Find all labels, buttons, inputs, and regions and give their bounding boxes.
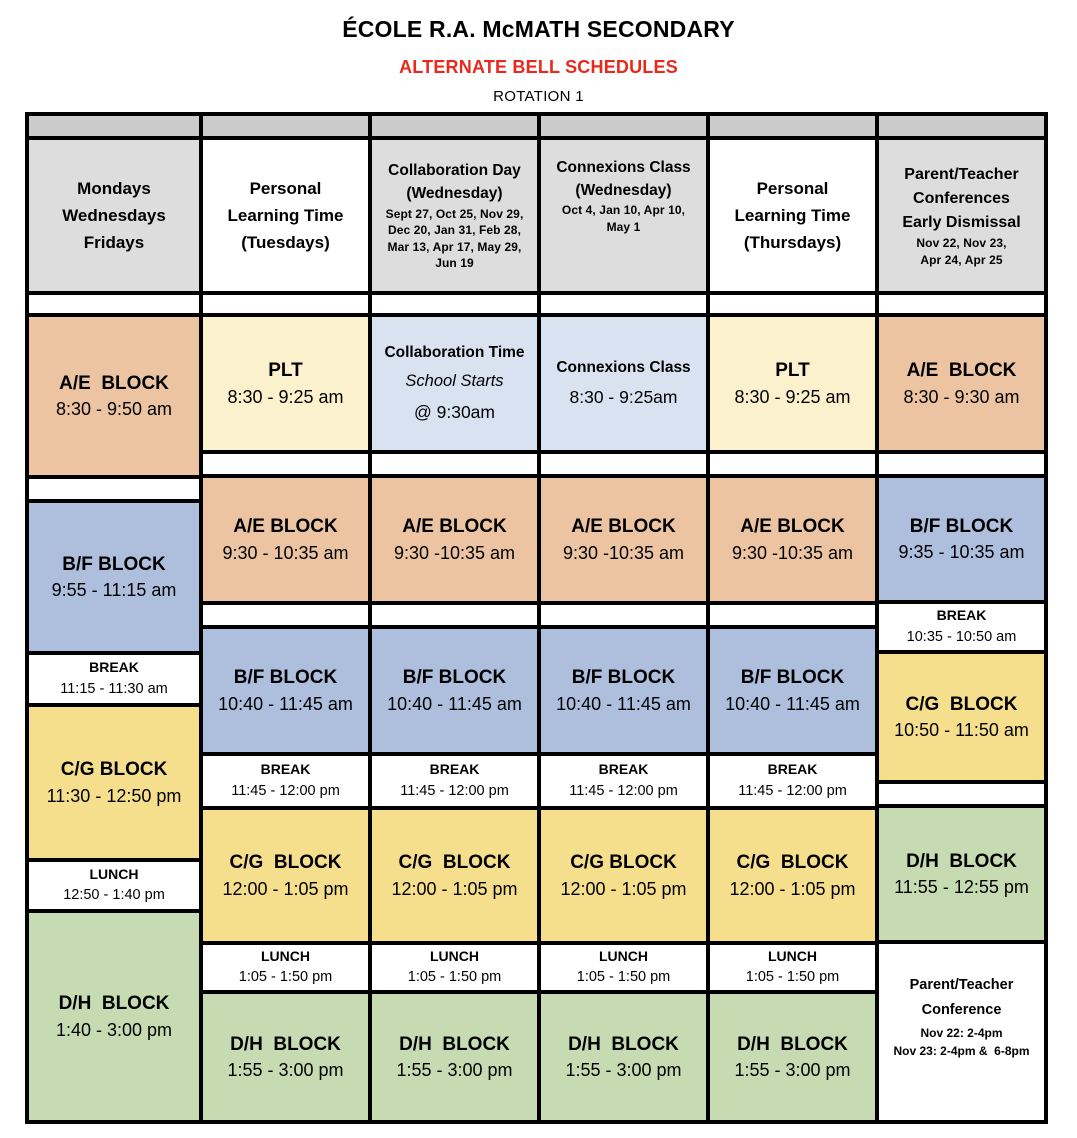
ae-block-line-0: A/E BLOCK (571, 516, 676, 538)
spacer (29, 479, 199, 499)
break-line-0: BREAK (429, 761, 480, 778)
header-strip (372, 116, 537, 136)
plt-block-line-0: PLT (775, 360, 810, 382)
subtitle: ALTERNATE BELL SCHEDULES (399, 57, 678, 77)
header-strip (879, 116, 1044, 136)
dh-block-line-0: D/H BLOCK (737, 1033, 848, 1055)
cg-block-line-0: C/G BLOCK (398, 852, 511, 874)
bf-block (879, 478, 1044, 600)
lunch (29, 862, 199, 909)
spacer (879, 784, 1044, 804)
header-mwf (29, 140, 199, 291)
header-pt-conferences (879, 140, 1044, 291)
pt-conference (879, 944, 1044, 1120)
header-collaboration-day-line-2: Sept 27, Oct 25, Nov 29, (385, 206, 524, 221)
lunch-line-1: 1:05 - 1:50 pm (238, 969, 333, 986)
spacer (372, 454, 537, 474)
header-collaboration-day-line-3: Dec 20, Jan 31, Feb 28, (387, 223, 522, 238)
ae-block-line-1: 9:30 - 10:35 am (222, 542, 349, 563)
header-pt-conferences-line-1: Conferences (913, 189, 1010, 207)
header-plt-tuesdays-line-0: Personal (249, 178, 322, 198)
dh-block (203, 994, 368, 1120)
collaboration-time (372, 317, 537, 450)
pt-conference-line-2: Nov 22: 2-4pm (920, 1025, 1003, 1040)
header-connexions-class-line-0: Connexions Class (556, 158, 691, 176)
bell-schedule-table (25, 112, 1048, 1124)
break (541, 756, 706, 806)
bf-block-line-0: B/F BLOCK (909, 515, 1014, 537)
cg-block (879, 654, 1044, 780)
plt-block (710, 317, 875, 450)
ae-block-line-0: A/E BLOCK (740, 516, 845, 538)
dh-block-line-1: 1:55 - 3:00 pm (565, 1060, 682, 1081)
ae-block-line-1: 9:30 -10:35 am (562, 542, 685, 563)
cg-block-line-1: 12:00 - 1:05 pm (391, 878, 518, 899)
spacer (879, 454, 1044, 474)
spacer (29, 295, 199, 313)
dh-block-line-1: 1:55 - 3:00 pm (227, 1060, 344, 1081)
header-collaboration-day-line-1: (Wednesday) (406, 185, 503, 203)
break (372, 756, 537, 806)
plt-block-line-1: 8:30 - 9:25 am (227, 386, 344, 407)
break-line-0: BREAK (260, 761, 311, 778)
header-plt-thursdays-line-2: (Thursdays) (743, 233, 842, 253)
dh-block-line-1: 1:55 - 3:00 pm (734, 1060, 851, 1081)
cg-block-line-1: 10:50 - 11:50 am (894, 720, 1029, 741)
bf-block-line-1: 10:40 - 11:45 am (387, 693, 522, 714)
header-strip (203, 116, 368, 136)
dh-block-line-0: D/H BLOCK (568, 1033, 679, 1055)
cg-block-line-0: C/G BLOCK (570, 852, 677, 874)
break-line-1: 10:35 - 10:50 am (906, 628, 1017, 645)
ae-block-line-1: 8:30 - 9:30 am (903, 386, 1020, 407)
bf-block (372, 629, 537, 752)
pt-conference-line-3: Nov 23: 2-4pm & 6-8pm (893, 1044, 1030, 1059)
header-connexions-class (541, 140, 706, 291)
plt-block-line-0: PLT (268, 360, 303, 382)
lunch (203, 945, 368, 990)
collaboration-time-line-0: Collaboration Time (384, 343, 525, 361)
dh-block-line-0: D/H BLOCK (230, 1033, 341, 1055)
cg-block (541, 810, 706, 941)
cg-block-line-1: 12:00 - 1:05 pm (560, 878, 687, 899)
ae-block (203, 478, 368, 601)
ae-block (372, 478, 537, 601)
break-line-1: 11:45 - 12:00 pm (231, 782, 340, 799)
header-pt-conferences-line-2: Early Dismissal (902, 213, 1021, 231)
bf-block-line-1: 9:35 - 10:35 am (898, 542, 1025, 563)
dh-block (879, 808, 1044, 940)
ae-block-line-1: 9:30 -10:35 am (731, 542, 854, 563)
dh-block-line-1: 1:55 - 3:00 pm (396, 1060, 513, 1081)
header-connexions-class-line-3: May 1 (606, 219, 641, 234)
header-mwf-line-2: Fridays (83, 233, 145, 253)
break-line-1: 11:45 - 12:00 pm (569, 782, 678, 799)
break (879, 604, 1044, 650)
title-block (0, 0, 1077, 105)
bf-block-line-0: B/F BLOCK (62, 553, 166, 575)
lunch-line-0: LUNCH (768, 947, 817, 964)
connexions-class-block (541, 317, 706, 450)
bf-block-line-1: 9:55 - 11:15 am (51, 580, 177, 601)
header-collaboration-day (372, 140, 537, 291)
ae-block-line-0: A/E BLOCK (59, 372, 169, 394)
lunch-line-0: LUNCH (89, 865, 139, 882)
cg-block-line-0: C/G BLOCK (229, 852, 342, 874)
bf-block-line-0: B/F BLOCK (740, 667, 845, 689)
ae-block (710, 478, 875, 601)
break-line-1: 11:45 - 12:00 pm (738, 782, 847, 799)
spacer (203, 295, 368, 313)
bf-block-line-1: 10:40 - 11:45 am (556, 693, 691, 714)
header-plt-tuesdays (203, 140, 368, 291)
dh-block (372, 994, 537, 1120)
ae-block-line-0: A/E BLOCK (402, 516, 507, 538)
bf-block (29, 503, 199, 651)
spacer (710, 605, 875, 625)
school-title: ÉCOLE R.A. McMATH SECONDARY (342, 16, 735, 42)
plt-block-line-1: 8:30 - 9:25 am (734, 386, 851, 407)
lunch (372, 945, 537, 990)
cg-block-line-1: 12:00 - 1:05 pm (222, 878, 349, 899)
lunch-line-1: 1:05 - 1:50 pm (407, 969, 502, 986)
header-pt-conferences-line-4: Apr 24, Apr 25 (920, 252, 1003, 267)
lunch-line-1: 12:50 - 1:40 pm (63, 887, 165, 904)
column-plt-tuesdays (203, 116, 368, 1120)
cg-block (372, 810, 537, 941)
plt-block (203, 317, 368, 450)
break (29, 655, 199, 703)
break-line-1: 11:15 - 11:30 am (60, 680, 168, 697)
lunch-line-1: 1:05 - 1:50 pm (576, 969, 671, 986)
header-collaboration-day-line-0: Collaboration Day (388, 162, 521, 180)
spacer (203, 454, 368, 474)
column-plt-thursdays (710, 116, 875, 1120)
spacer (372, 295, 537, 313)
dh-block-line-0: D/H BLOCK (58, 993, 170, 1015)
spacer (372, 605, 537, 625)
lunch-line-1: 1:05 - 1:50 pm (745, 969, 840, 986)
bf-block (203, 629, 368, 752)
bf-block (710, 629, 875, 752)
cg-block-line-0: C/G BLOCK (60, 759, 168, 781)
header-plt-thursdays-line-0: Personal (756, 178, 829, 198)
dh-block (541, 994, 706, 1120)
lunch-line-0: LUNCH (599, 947, 648, 964)
ae-block (879, 317, 1044, 450)
cg-block-line-1: 11:30 - 12:50 pm (46, 785, 182, 806)
header-plt-thursdays (710, 140, 875, 291)
lunch (541, 945, 706, 990)
header-connexions-class-line-2: Oct 4, Jan 10, Apr 10, (561, 203, 686, 218)
dh-block-line-1: 11:55 - 12:55 pm (894, 877, 1029, 898)
dh-block (710, 994, 875, 1120)
header-strip (541, 116, 706, 136)
header-mwf-line-1: Wednesdays (62, 205, 166, 225)
lunch-line-0: LUNCH (261, 947, 310, 964)
bf-block-line-1: 10:40 - 11:45 am (725, 693, 860, 714)
ae-block (29, 317, 199, 475)
header-collaboration-day-line-5: Jun 19 (435, 256, 474, 271)
break-line-0: BREAK (598, 761, 649, 778)
header-connexions-class-line-1: (Wednesday) (575, 181, 672, 199)
break (710, 756, 875, 806)
break-line-1: 11:45 - 12:00 pm (400, 782, 509, 799)
spacer (541, 295, 706, 313)
pt-conference-line-1: Conference (921, 1002, 1002, 1019)
dh-block-line-1: 1:40 - 3:00 pm (55, 1019, 173, 1040)
spacer (710, 295, 875, 313)
header-pt-conferences-line-3: Nov 22, Nov 23, (916, 235, 1007, 250)
header-pt-conferences-line-0: Parent/Teacher (904, 165, 1019, 183)
cg-block-line-0: C/G BLOCK (736, 852, 849, 874)
header-collaboration-day-line-4: Mar 13, Apr 17, May 29, (387, 239, 522, 254)
header-strip (29, 116, 199, 136)
break-line-0: BREAK (767, 761, 818, 778)
lunch-line-0: LUNCH (430, 947, 479, 964)
pt-conference-line-0: Parent/Teacher (909, 977, 1014, 994)
connexions-class-block-line-1: 8:30 - 9:25am (569, 386, 678, 407)
column-collaboration-day (372, 116, 537, 1120)
rotation-label: ROTATION 1 (493, 88, 584, 105)
collaboration-time-line-1: School Starts (405, 371, 504, 390)
header-plt-thursdays-line-1: Learning Time (734, 205, 851, 225)
header-mwf-line-0: Mondays (77, 178, 151, 198)
cg-block-line-0: C/G BLOCK (905, 693, 1018, 715)
header-strip (710, 116, 875, 136)
dh-block (29, 913, 199, 1120)
spacer (710, 454, 875, 474)
cg-block (29, 707, 199, 858)
spacer (879, 295, 1044, 313)
bf-block-line-0: B/F BLOCK (233, 667, 338, 689)
spacer (541, 605, 706, 625)
spacer (203, 605, 368, 625)
bf-block (541, 629, 706, 752)
dh-block-line-0: D/H BLOCK (399, 1033, 510, 1055)
column-pt-conferences (879, 116, 1044, 1120)
break-line-0: BREAK (89, 659, 139, 676)
bf-block-line-0: B/F BLOCK (571, 667, 676, 689)
ae-block (541, 478, 706, 601)
ae-block-line-1: 9:30 -10:35 am (393, 542, 516, 563)
header-plt-tuesdays-line-2: (Tuesdays) (241, 233, 330, 253)
connexions-class-block-line-0: Connexions Class (556, 358, 691, 376)
header-plt-tuesdays-line-1: Learning Time (227, 205, 344, 225)
bf-block-line-1: 10:40 - 11:45 am (218, 693, 353, 714)
collaboration-time-line-2: @ 9:30am (414, 401, 495, 422)
ae-block-line-0: A/E BLOCK (906, 360, 1017, 382)
dh-block-line-0: D/H BLOCK (906, 850, 1017, 872)
cg-block (203, 810, 368, 941)
column-connexions-class (541, 116, 706, 1120)
break-line-0: BREAK (936, 607, 987, 624)
break (203, 756, 368, 806)
ae-block-line-1: 8:30 - 9:50 am (55, 399, 173, 420)
cg-block (710, 810, 875, 941)
ae-block-line-0: A/E BLOCK (233, 516, 338, 538)
cg-block-line-1: 12:00 - 1:05 pm (729, 878, 856, 899)
lunch (710, 945, 875, 990)
column-mon-wed-fri (29, 116, 199, 1120)
bf-block-line-0: B/F BLOCK (402, 667, 507, 689)
spacer (541, 454, 706, 474)
